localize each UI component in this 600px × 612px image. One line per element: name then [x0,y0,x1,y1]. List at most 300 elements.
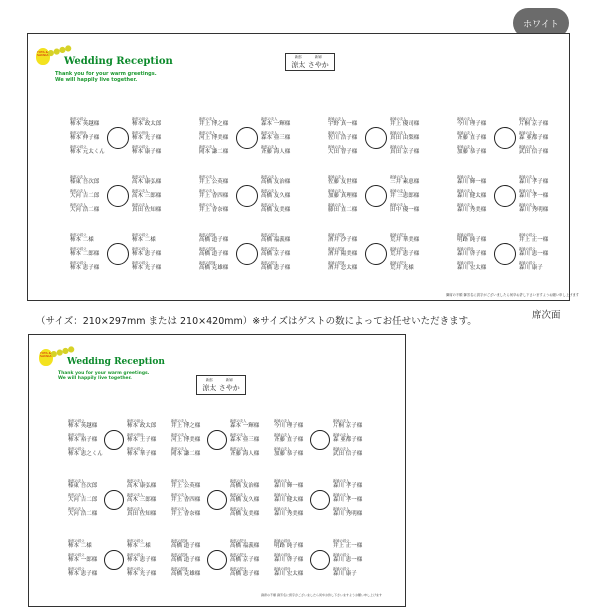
guest-relation: 新婦の従兄 [390,233,407,237]
guest-name: 武田 信子様 [519,149,549,155]
guest-seat [328,189,357,199]
guest-relation: 新婦の友人 [390,175,407,179]
guest-name: 井上 優司様 [390,121,420,127]
guest-relation: 新婦の友人 [390,203,407,207]
guest-relation: 新郎の友人 [70,175,87,179]
guest-seat [171,567,200,577]
guest-relation: 新婦の友人 [390,117,407,121]
guest-name: 荒井 恵子様 [390,251,420,257]
guest-seat [127,493,156,503]
guest-seat [127,433,156,443]
guest-relation: 新郎の叔父 [68,567,85,571]
guest-name: 井上 公英様 [171,483,201,489]
guest-seat [390,117,419,127]
guest-relation: 新婦の友人 [519,175,536,179]
guest-seat [68,493,97,503]
guest-name: 森川 秀明様 [333,511,363,517]
guest-relation: 新郎の友人 [261,175,278,179]
guest-seat [519,189,548,199]
guest-relation: 新郎の従兄 [230,567,247,571]
guest-seat [68,567,97,577]
guest-name: 森川 康子 [519,265,543,271]
guest-seat [261,233,290,243]
guest-name: 柿本 二様 [68,543,92,549]
round-table [207,430,227,450]
round-table [494,127,516,149]
greeting-line-2: We will happily live together. [58,376,132,381]
guest-seat [519,233,548,243]
guest-seat [132,203,161,213]
guest-relation: 新婦の友人 [274,433,291,437]
guest-seat [328,261,357,271]
guest-name: 榛東 吾次郎 [70,179,100,185]
guest-name: 加藤 恭子様 [274,451,304,457]
seating-chart-large [27,33,579,301]
guest-name: 柿本 恵之くん [68,451,103,457]
guest-relation: 新郎の友人 [261,131,278,135]
guest-name: 森川 孝子様 [333,483,363,489]
guest-name: 高橋 友治様 [230,483,260,489]
guest-name: 加藤 真理様 [328,193,358,199]
guest-relation: 新郎の叔父 [68,539,85,543]
guest-relation: 新婦の友人 [274,493,291,497]
guest-relation: 新婦の叔父 [519,247,536,251]
reception-title: Wedding Reception [67,357,165,367]
guest-seat [457,247,486,257]
guest-relation: 新郎の従兄 [261,233,278,237]
guest-seat [333,433,362,443]
guest-relation: 新婦の友人 [519,117,536,121]
guest-seat [519,247,548,257]
guest-seat [274,433,303,443]
guest-name: 森川 秀明様 [519,207,549,213]
guest-seat [230,433,259,443]
guest-relation: 新郎の叔父 [132,233,149,237]
guest-name: 三井 素恵様 [390,179,420,185]
round-table [310,430,330,450]
guest-relation: 新郎の伯母 [68,433,85,437]
guest-relation: 新郎の友人 [230,419,247,423]
guest-seat [333,479,362,489]
guest-seat [171,507,200,517]
guest-name: 柿本 一郎様 [68,557,98,563]
guest-relation: 新郎の友人 [199,117,216,121]
guest-name: 高木 康弘様 [127,483,157,489]
guest-seat [171,493,200,503]
guest-relation: 新郎の叔父 [132,247,149,251]
guest-relation: 新婦の友人 [457,117,474,121]
guest-name: 森 亜都子様 [519,135,549,141]
guest-relation: 新郎の従姉 [199,261,216,265]
guest-relation: 新婦の叔母 [457,261,474,265]
guest-name: 柿本 英越様 [68,423,98,429]
guest-relation: 新婦の友人 [328,117,345,121]
guest-name: 井上 正一様 [519,237,549,243]
guest-name: 井上 正一様 [333,543,363,549]
guest-seat [230,507,259,517]
guest-relation: 新郎の友人 [132,175,149,179]
guest-seat [519,131,548,141]
guest-name: 柿本 恵子様 [127,557,157,563]
guest-seat [68,433,97,443]
guest-relation: 新郎の友人 [199,145,216,149]
guest-name: 藤田 直二様 [328,207,358,213]
seating-side-label: 席次面 [532,310,561,321]
guest-relation: 新婦の友人 [519,131,536,135]
guest-name: 真田 京子様 [390,149,420,155]
guest-name: 荒井 華美様 [390,237,420,243]
guest-name: 森本 亜三様 [261,135,291,141]
guest-name: 河上 博美様 [199,135,229,141]
guest-seat [390,233,419,243]
greeting-line-2: We will happily live together. [55,77,138,83]
guest-relation: 新郎の叔父 [132,261,149,265]
guest-name: 酒井 沙子様 [328,237,358,243]
guest-seat [457,189,486,199]
guest-seat [132,189,161,199]
guest-name: 榛東 吾次郎 [68,483,98,489]
round-table [107,243,129,265]
heart-icon: YUTA & SAYAKA [36,48,50,65]
guest-name: 大河 浩二様 [68,511,98,517]
guest-seat [390,189,419,199]
guest-relation: 新郎の友人 [68,507,85,511]
guest-relation: 新婦の従姉 [328,247,345,251]
guest-seat [199,233,228,243]
guest-seat [261,175,290,185]
round-table [107,185,129,207]
guest-relation: 新郎の叔父 [70,261,87,265]
guest-relation: 新郎の友人 [68,493,85,497]
guest-relation: 新郎の友人 [132,189,149,193]
guest-relation: 新郎の友人 [132,203,149,207]
guest-name: 斉藤 海人様 [261,149,291,155]
guest-name: 酒井 恋太様 [328,265,358,271]
guest-relation: 新郎の従姉 [199,247,216,251]
color-badge: ホワイト [513,8,569,38]
guest-seat [390,247,419,257]
guest-name: 柿本 二郎様 [70,251,100,257]
guest-name: 高橋 友美様 [261,207,291,213]
guest-seat [328,117,357,127]
round-table [207,490,227,510]
guest-seat [171,419,200,429]
guest-name: 岡本 謙二様 [171,451,201,457]
guest-name: 明路 純子様 [457,237,487,243]
guest-relation: 新郎の友人 [171,507,188,511]
guest-seat [390,203,419,213]
guest-relation: 新婦の従兄 [390,261,407,265]
guest-seat [132,175,161,185]
guest-seat [519,261,543,271]
guest-relation: 新婦の友人 [274,447,291,451]
guest-seat [127,419,156,429]
guest-seat [199,189,228,199]
guest-name: 高橋 道子様 [171,543,201,549]
guest-name: 武田 信子様 [333,451,363,457]
guest-seat [457,203,486,213]
guest-seat [127,447,156,457]
guest-name: 井上 公英様 [199,179,229,185]
guest-relation: 新郎の友人 [261,189,278,193]
guest-name: 森川 輝一様 [457,179,487,185]
guest-seat [328,145,357,155]
guest-name: 柿本 康子様 [132,149,162,155]
guest-name: 柿本 政太郎 [127,423,157,429]
guest-seat [274,479,303,489]
guest-seat [230,493,259,503]
guest-relation: 新婦の従姉 [328,233,345,237]
guest-relation: 新婦の従兄 [390,247,407,251]
guest-seat [261,261,290,271]
guest-name: 宇野 真一様 [328,121,358,127]
guest-name: 高橋 友久様 [230,497,260,503]
guest-seat [230,539,259,549]
guest-name: 岡本 謙二様 [199,149,229,155]
guest-name: 森川 秀美様 [274,511,304,517]
guest-relation: 新郎の叔父 [68,447,85,451]
reception-title: Wedding Reception [64,56,173,67]
guest-name: 柿本 光子様 [127,571,157,577]
guest-relation: 新郎の伯母 [132,131,149,135]
guest-name: 高橋 恵子様 [261,265,291,271]
guest-relation: 新郎の従姉 [199,233,216,237]
guest-name: 柿本 政太郎 [132,121,162,127]
guest-name: 柿本 裕子様 [68,437,98,443]
guest-seat [171,553,200,563]
round-table [310,550,330,570]
guest-relation: 新婦の友人 [390,189,407,193]
guest-relation: 新郎の友人 [127,507,144,511]
guest-relation: 新郎の叔父 [70,233,87,237]
guest-relation: 新郎の従姉 [171,567,188,571]
round-table [365,243,387,265]
guest-relation: 新婦の従姉 [328,261,345,265]
guest-relation: 新婦の叔父 [519,233,536,237]
round-table [107,127,129,149]
guest-relation: 新婦の友人 [328,203,345,207]
guest-name: 森川 輝一様 [274,483,304,489]
guest-seat [328,233,357,243]
guest-relation: 新婦の友人 [274,479,291,483]
guest-relation: 新婦の友人 [457,145,474,149]
round-table [104,550,124,570]
guest-seat [199,203,228,213]
host-table: 新郎 涼太 新婦 さやか [285,53,335,71]
guest-name: 井上 香四様 [171,497,201,503]
guest-name: 森川 宏太様 [457,265,487,271]
guest-relation: 新郎の従兄 [230,553,247,557]
guest-seat [457,233,486,243]
guest-seat [127,553,156,563]
guest-name: 森川 啓子様 [457,251,487,257]
host-table: 新郎 涼太 新婦 さやか [196,375,246,395]
seating-chart-small [28,334,406,607]
guest-seat [70,189,99,199]
guest-relation: 新郎の友人 [261,117,278,121]
guest-relation: 新郎の友人 [261,145,278,149]
greeting-line-1: Thank you for your warm greetings. [55,71,157,77]
guest-name: 佐藤 友世様 [328,179,358,185]
notice-text: 御席の不順 御芳名に誤字がございましたら何卒お許し下さいますようお願い申し上げます [261,593,382,597]
guest-name: 森 亜都子様 [333,437,363,443]
guest-name: 森本 一輝様 [230,423,260,429]
guest-name: 森川 健太様 [457,193,487,199]
guest-seat [519,175,548,185]
guest-seat [199,117,228,127]
guest-relation: 新郎の友人 [171,479,188,483]
guest-seat [70,117,99,127]
guest-seat [199,131,228,141]
guest-seat [199,145,228,155]
guest-name: 森川 宏太様 [274,571,304,577]
guest-relation: 新郎の叔父 [68,419,85,423]
guest-seat [261,117,290,127]
guest-relation: 新婦の友人 [457,175,474,179]
guest-name: 森川 健太様 [274,497,304,503]
guest-seat [333,447,362,457]
guest-name: 森川 孝子様 [519,179,549,185]
guest-relation: 新郎の伯母 [127,433,144,437]
guest-seat [70,131,99,141]
guest-relation: 新婦の叔母 [457,247,474,251]
guest-name: 井上 香奈様 [199,207,229,213]
round-table [104,430,124,450]
guest-seat [390,175,419,185]
guest-name: 柿本 恵子様 [70,265,100,271]
guest-name: 井上 博之様 [199,121,229,127]
guest-name: 森本 亜三様 [230,437,260,443]
guest-name: 森川 啓子様 [274,557,304,563]
notice-text: 御席の不順 御芳名に誤字がございましたら何卒お許し下さいますようお願い申し上げます [446,293,579,297]
guest-relation: 新郎の従兄 [261,247,278,251]
guest-seat [261,131,290,141]
guest-seat [230,567,259,577]
guest-name: 森川 恵一様 [333,557,363,563]
guest-seat [274,507,303,517]
guest-name: 高橋 道子様 [199,251,229,257]
guest-name: 井上 博之様 [171,423,201,429]
guest-seat [68,479,97,489]
guest-seat [328,175,357,185]
guest-relation: 新婦の友人 [390,131,407,135]
round-table [207,550,227,570]
guest-name: 斉藤 直子様 [457,135,487,141]
greeting-line-1: Thank you for your warm greetings. [58,371,150,376]
guest-name: 高橋 福義様 [261,237,291,243]
guest-relation: 新郎の従兄 [230,539,247,543]
guest-relation: 新郎の叔父 [68,553,85,557]
guest-relation: 新婦の友人 [333,419,350,423]
guest-name: 佐川 浩子様 [328,135,358,141]
guest-seat [333,507,362,517]
guest-relation: 新婦の友人 [328,189,345,193]
guest-seat [390,131,419,141]
guest-name: 大河 吉二郎 [68,497,98,503]
round-table [365,185,387,207]
guest-relation: 新婦の友人 [457,189,474,193]
guest-relation: 新郎の叔父 [132,145,149,149]
guest-relation: 新婦の叔父 [333,539,350,543]
guest-name: 高橋 京子様 [230,557,260,563]
guest-relation: 新郎の友人 [230,433,247,437]
guest-seat [199,261,228,271]
guest-relation: 新婦の友人 [333,433,350,437]
guest-relation: 新婦の叔父 [519,261,536,265]
guest-seat [457,117,486,127]
guest-relation: 新婦の友人 [274,419,291,423]
guest-seat [68,419,97,429]
guest-seat [70,175,99,185]
guest-name: 荒井 光様 [390,265,414,271]
guest-relation: 新婦の叔母 [274,539,291,543]
guest-relation: 新郎の友人 [127,493,144,497]
guest-seat [230,553,259,563]
guest-seat [230,419,259,429]
guest-relation: 新郎の叔父 [127,447,144,451]
sparkle-dots-icon: ●●●● [49,344,75,359]
guest-relation: 新郎の友人 [68,479,85,483]
guest-name: 井 三恵郎様 [390,193,420,199]
guest-name: 柿本 恵子様 [132,251,162,257]
guest-seat [261,247,290,257]
guest-seat [199,175,228,185]
round-table [104,490,124,510]
guest-name: 大田 智子様 [328,149,358,155]
guest-name: 酒井 陽美様 [328,251,358,257]
guest-seat [328,203,357,213]
guest-seat [457,261,486,271]
guest-seat [68,553,97,563]
guest-name: 森川 孝一様 [333,497,363,503]
guest-seat [274,553,303,563]
guest-name: 高橋 福義様 [230,543,260,549]
guest-relation: 新婦の友人 [328,145,345,149]
guest-seat [519,145,548,155]
guest-seat [274,539,303,549]
guest-relation: 新郎の友人 [70,203,87,207]
guest-name: 真田 佐知様 [132,207,162,213]
guest-seat [132,261,161,271]
guest-name: 田中 優一様 [390,207,420,213]
guest-seat [261,145,290,155]
guest-name: 森川 恵一様 [519,251,549,257]
guest-name: 高橋 京子様 [261,251,291,257]
guest-name: 井上 香奈様 [171,511,201,517]
guest-seat [519,117,548,127]
guest-relation: 新婦の友人 [333,447,350,451]
guest-name: 柿本 華子様 [127,451,157,457]
guest-relation: 新婦の友人 [457,203,474,207]
guest-relation: 新郎の友人 [199,189,216,193]
guest-seat [70,233,94,243]
guest-seat [274,447,303,457]
guest-name: 斉藤 海人様 [230,451,260,457]
guest-name: 森川 康子 [333,571,357,577]
guest-relation: 新郎の友人 [199,203,216,207]
guest-seat [457,145,486,155]
guest-relation: 新郎の叔父 [70,145,87,149]
guest-relation: 新郎の友人 [171,493,188,497]
guest-name: 柿本 二様 [127,543,151,549]
guest-relation: 新婦の友人 [519,145,536,149]
guest-name: 高橋 道子様 [171,557,201,563]
guest-seat [132,117,161,127]
round-table [236,127,258,149]
guest-relation: 新婦の友人 [457,131,474,135]
guest-name: 高橋 克雄様 [171,571,201,577]
guest-relation: 新婦の友人 [274,507,291,511]
